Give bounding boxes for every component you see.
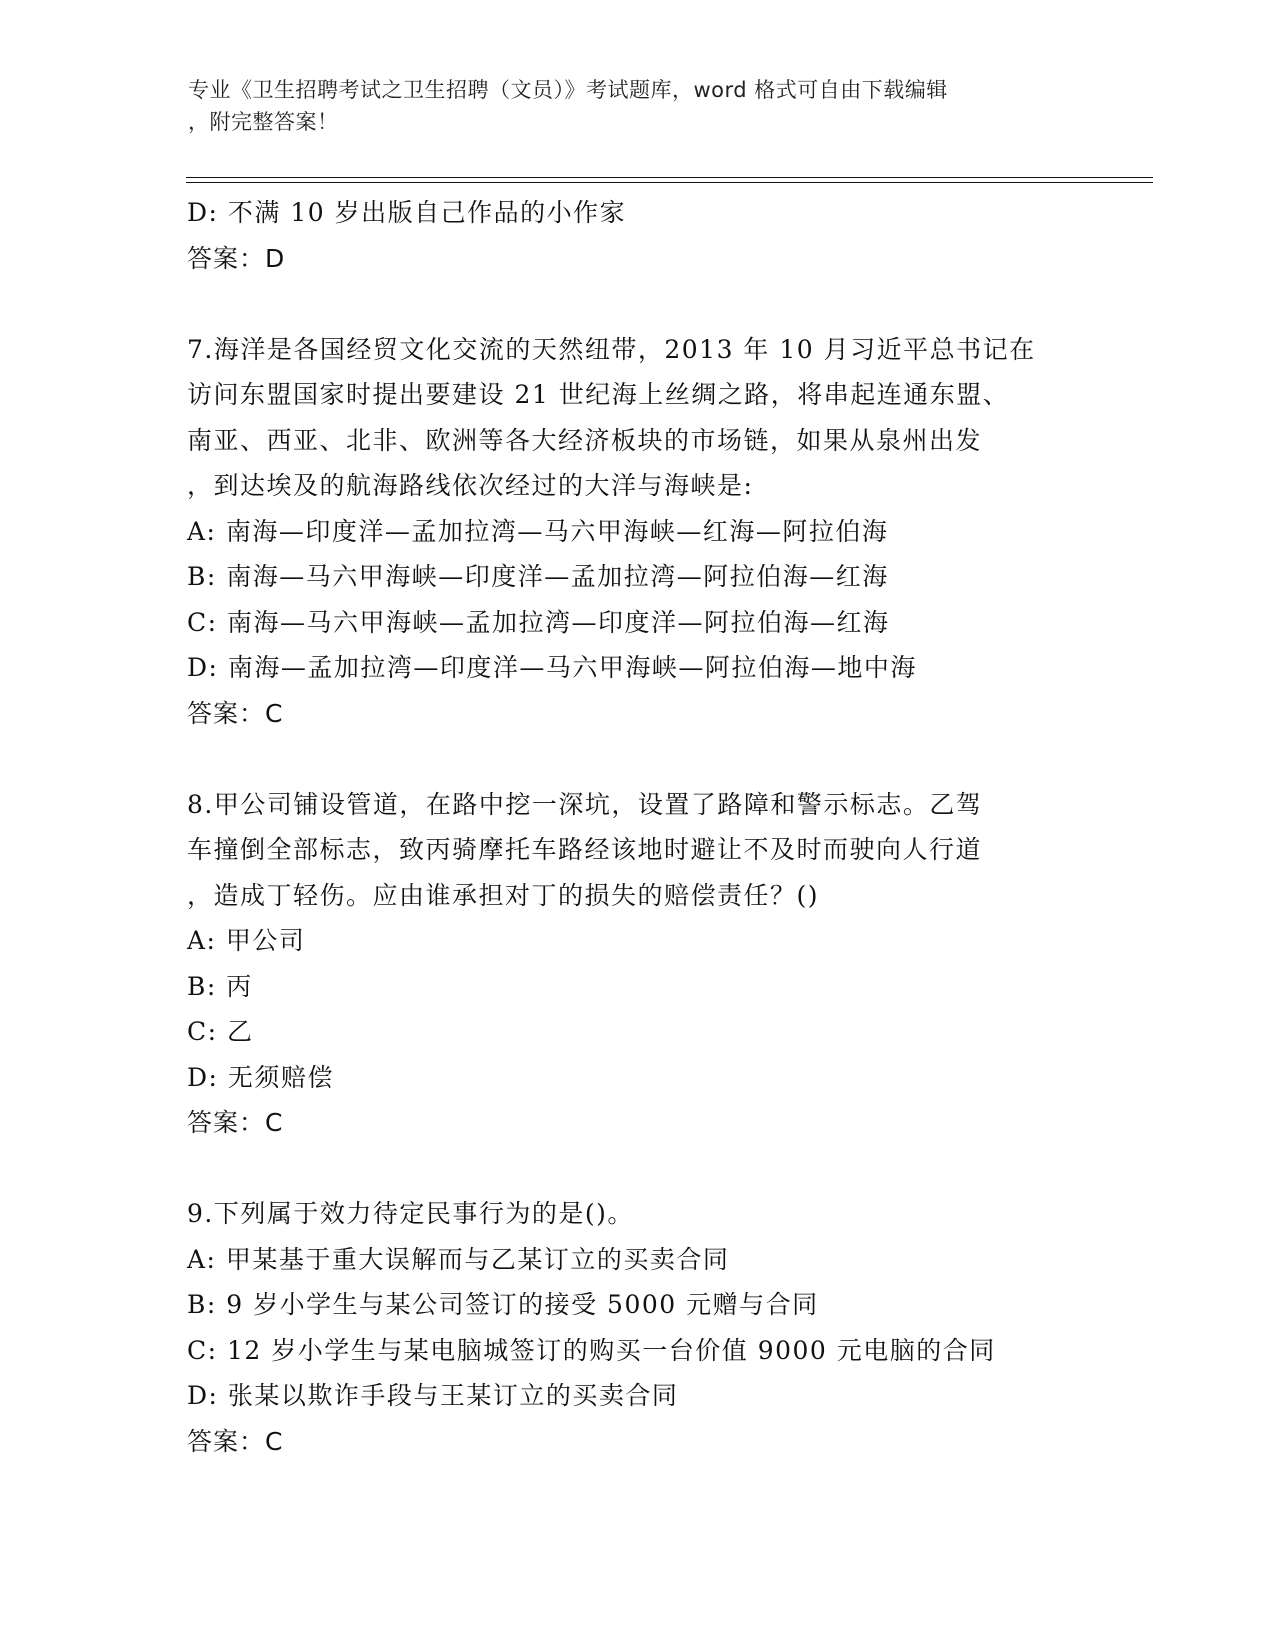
option-a: A: 甲公司	[187, 926, 306, 955]
header-divider-bottom	[186, 182, 1153, 183]
question-stem-line: ，造成丁轻伤。应由谁承担对丁的损失的赔偿责任？()	[187, 880, 820, 910]
question-stem-line: ，到达埃及的航海路线依次经过的大洋与海峡是:	[187, 471, 754, 500]
option-d: D: 张某以欺诈手段与王某订立的买卖合同	[187, 1381, 679, 1410]
question-spacer	[187, 281, 1087, 327]
option-c: C: 乙	[187, 1017, 254, 1046]
option-b: B: 丙	[187, 971, 253, 1001]
header-line-2: ，附完整答案！	[188, 110, 339, 134]
question-content	[187, 190, 1087, 1464]
answer-line: 答案：C	[187, 698, 284, 728]
question-stem-line: 车撞倒全部标志，致丙骑摩托车路经该地时避让不及时而驶向人行道	[187, 835, 983, 864]
option-a: A: 南海—印度洋—孟加拉湾—马六甲海峡—红海—阿拉伯海	[187, 516, 889, 546]
question-stem-line: 8.甲公司铺设管道，在路中挖一深坑，设置了路障和警示标志。乙驾	[187, 789, 983, 819]
question-stem-line: 9.下列属于效力待定民事行为的是()。	[187, 1199, 634, 1228]
page-header	[188, 74, 1068, 138]
option-b: B: 南海—马六甲海峡—印度洋—孟加拉湾—阿拉伯海—红海	[187, 562, 889, 591]
answer-line: 答案：C	[187, 1426, 284, 1456]
question-8	[187, 782, 1087, 1146]
question-stem-line: 7.海洋是各国经贸文化交流的天然纽带，2013 年 10 月习近平总书记在	[187, 334, 1036, 364]
option-d: D: 不满 10 岁出版自己作品的小作家	[187, 198, 627, 227]
question-6-tail	[187, 190, 1087, 281]
answer-line: 答案：D	[187, 243, 286, 273]
question-spacer	[187, 1146, 1087, 1192]
header-line-1: 专业《卫生招聘考试之卫生招聘（文员）》考试题库，word 格式可自由下载编辑	[188, 78, 948, 102]
answer-line: 答案：C	[187, 1108, 284, 1137]
option-a: A: 甲某基于重大误解而与乙某订立的买卖合同	[187, 1244, 730, 1274]
question-7	[187, 327, 1087, 737]
option-b: B: 9 岁小学生与某公司签订的接受 5000 元赠与合同	[187, 1290, 819, 1319]
option-d: D: 无须赔偿	[187, 1062, 334, 1092]
header-divider-top	[186, 177, 1153, 178]
question-stem-line: 南亚、西亚、北非、欧洲等各大经济板块的市场链，如果从泉州出发	[187, 425, 983, 455]
question-spacer	[187, 736, 1087, 782]
question-9	[187, 1191, 1087, 1464]
option-d: D: 南海—孟加拉湾—印度洋—马六甲海峡—阿拉伯海—地中海	[187, 653, 917, 682]
option-c: C: 南海—马六甲海峡—孟加拉湾—印度洋—阿拉伯海—红海	[187, 607, 890, 637]
question-stem-line: 访问东盟国家时提出要建设 21 世纪海上丝绸之路，将串起连通东盟、	[187, 380, 1010, 409]
option-c: C: 12 岁小学生与某电脑城签订的购买一台价值 9000 元电脑的合同	[187, 1335, 996, 1365]
